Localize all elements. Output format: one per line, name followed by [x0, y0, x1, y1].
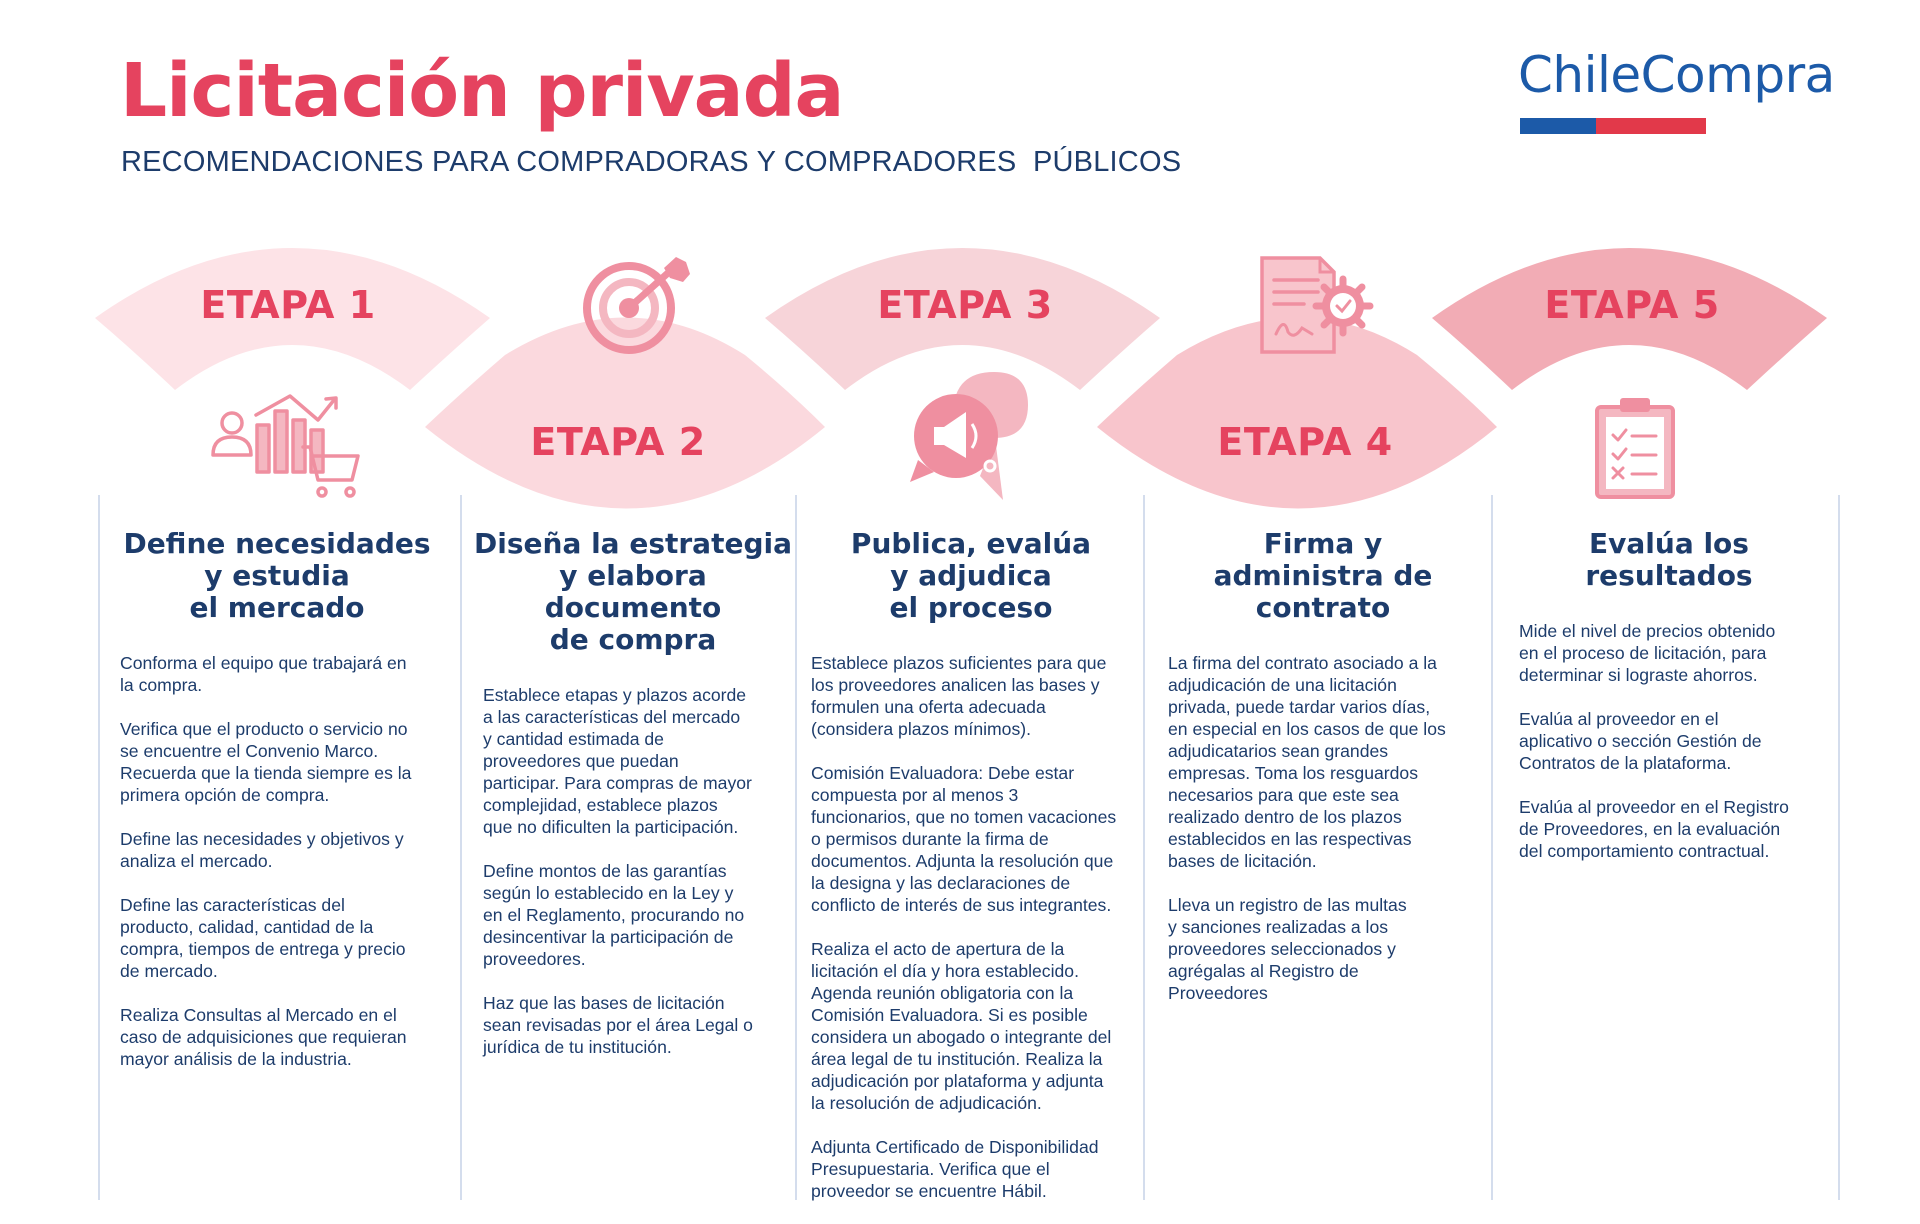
column-divider [98, 495, 100, 1200]
stage-1-title: Define necesidades y estudia el mercado [123, 527, 431, 624]
stage-2-paragraph: Define montos de las garantías según lo establecido en la Ley y en el Reglamento, procurando no desincentivar la participación de proveedores. [483, 861, 745, 969]
page-subtitle: RECOMENDACIONES PARA COMPRADORAS Y COMPRADORES PÚBLICOS [121, 146, 1182, 178]
stage-3-paragraph: Establece plazos suficientes para que los proveedores analicen las bases y formulen una oferta adecuada (considera plazos mínimos). [811, 653, 1107, 739]
stage-4-paragraph: La firma del contrato asociado a la adjudicación de una licitación privada, puede tardar varios días, en especial en los casos de que los adjudicatarios sean grandes empresas. Toma los resguardos necesarios para que este sea realizado dentro de los plazos establecidos en las respectivas bases de licitación. [1168, 653, 1446, 871]
stage-4-column [1168, 528, 1478, 1026]
stage-5-column [1519, 528, 1819, 884]
stage-2-paragraph: Establece etapas y plazos acorde a las características del mercado y cantidad estimada de proveedores que puedan participar. Para compras de mayor complejidad, establece plazos que no dificulten la participación. [483, 685, 752, 837]
clipboard-checklist-icon [1597, 398, 1673, 497]
column-divider [1143, 495, 1145, 1200]
stage-4-title: Firma y administra de contrato [1213, 527, 1433, 624]
logo-text: ChileCompra [1518, 46, 1835, 104]
stage-1-paragraph: Define las necesidades y objetivos y analiza el mercado. [120, 829, 404, 871]
stage-1-column [120, 528, 440, 1092]
column-divider [1838, 495, 1840, 1200]
etapa-3-label: ETAPA 3 [877, 283, 1053, 327]
etapa-4-label: ETAPA 4 [1217, 420, 1393, 464]
stage-5-title: Evalúa los resultados [1585, 527, 1753, 592]
stage-3-paragraph: Comisión Evaluadora: Debe estar compuesta por al menos 3 funcionarios, que no tomen vacaciones o permisos durante la firma de documentos. Adjunta la resolución que la designa y las declaraciones de conflicto de interés de sus integrantes. [811, 763, 1117, 915]
stage-3-column [811, 528, 1141, 1224]
etapa-5-label: ETAPA 5 [1544, 283, 1720, 327]
etapa-2-label: ETAPA 2 [530, 420, 706, 464]
stage-1-paragraph: Conforma el equipo que trabajará en la compra. [120, 653, 407, 695]
stage-3-paragraph: Adjunta Certificado de Disponibilidad Presupuestaria. Verifica que el proveedor se encuentre Hábil. [811, 1137, 1099, 1201]
stage-4-paragraph: Lleva un registro de las multas y sanciones realizadas a los proveedores seleccionados y agrégalas al Registro de Proveedores [1168, 895, 1407, 1003]
stage-5-paragraph: Mide el nivel de precios obtenido en el proceso de licitación, para determinar si lograste ahorros. [1519, 621, 1776, 685]
stage-1-paragraph: Realiza Consultas al Mercado en el caso de adquisiciones que requieran mayor análisis de la industria. [120, 1005, 407, 1069]
megaphone-chat-icon [910, 372, 1028, 500]
stages-ribbon [0, 0, 1920, 520]
stage-2-title: Diseña la estrategia y elabora documento de compra [474, 527, 792, 656]
stage-3-paragraph: Realiza el acto de apertura de la licitación el día y hora establecido. Agenda reunión obligatoria con la Comisión Evaluadora. Si es posible considera un abogado o integrante del área legal de tu institución. Realiza la adjudicación por plataforma y adjunta la resolución de adjudicación. [811, 939, 1112, 1113]
column-divider [460, 495, 462, 1200]
stage-5-paragraph: Evalúa al proveedor en el aplicativo o sección Gestión de Contratos de la plataforma. [1519, 709, 1762, 773]
page-title: Licitación privada [120, 48, 844, 134]
stage-1-paragraph: Define las características del producto, calidad, cantidad de la compra, tiempos de entrega y precio de mercado. [120, 895, 406, 981]
market-analysis-icon [213, 396, 358, 496]
stage-2-paragraph: Haz que las bases de licitación sean revisadas por el área Legal o jurídica de tu institución. [483, 993, 753, 1057]
stage-1-paragraph: Verifica que el producto o servicio no se encuentre el Convenio Marco. Recuerda que la tienda siempre es la primera opción de compra. [120, 719, 412, 805]
stage-5-paragraph: Evalúa al proveedor en el Registro de Proveedores, en la evaluación del comportamiento contractual. [1519, 797, 1789, 861]
etapa-1-label: ETAPA 1 [200, 283, 376, 327]
stage-3-title: Publica, evalúa y adjudica el proceso [850, 527, 1092, 624]
stage-2-column [474, 527, 792, 1080]
